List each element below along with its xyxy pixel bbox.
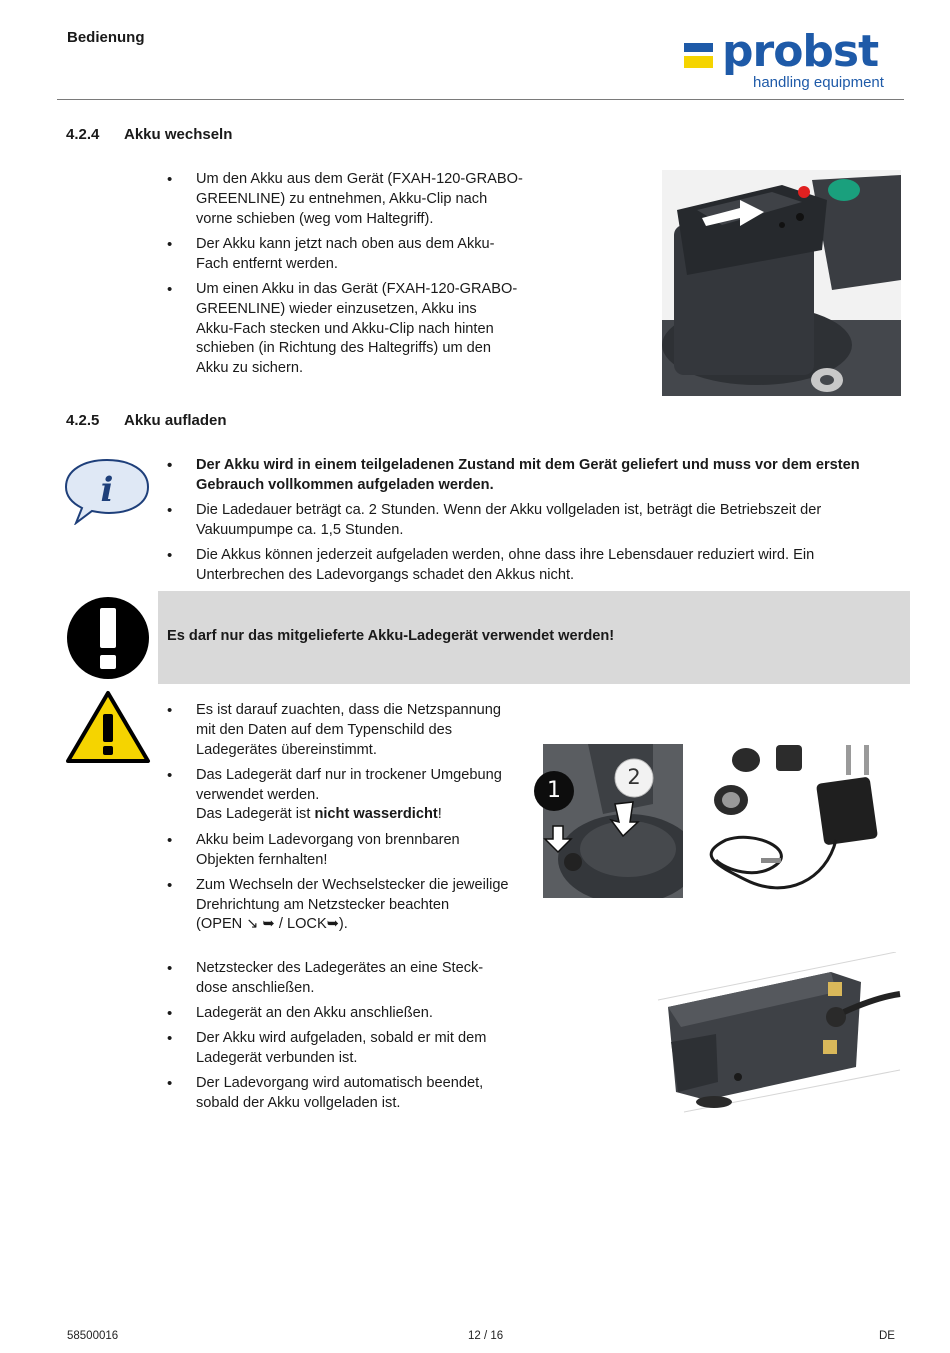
svg-text:i: i [100, 470, 114, 510]
list-item-text: Das Ladegerät ist [196, 806, 315, 823]
notice-box [158, 591, 910, 684]
list-item: • Ladegerät an den Akku anschließen. [167, 1004, 547, 1024]
step-1-badge [533, 770, 575, 812]
plug-rotation-photo [533, 744, 683, 898]
logo-subtitle: handling equipment [753, 74, 884, 91]
probst-logo [684, 26, 894, 96]
list-item-text: ! [437, 806, 442, 823]
list-item-text: Das Ladegerät darf nur in trockener Umgebung verwendet werden. [196, 766, 502, 803]
caution-list [167, 701, 547, 941]
logo-yellow-bar [684, 56, 713, 68]
list-item: • Es ist darauf zuachten, dass die Netzspannung mit den Daten auf dem Typenschild des Ladegerätes übereinstimmt. [167, 701, 547, 760]
list-item: • Der Akku wird in einem teilgeladenen Zustand mit dem Gerät geliefert und muss vor dem ersten Gebrauch vollkommen aufgeladen werden. [167, 456, 887, 496]
list-item: • Netzstecker des Ladegerätes an eine Steck- dose anschließen. [167, 959, 547, 999]
list-item-emphasis: nicht wasserdicht [314, 806, 438, 823]
info-list [167, 456, 887, 591]
footer-doc-number: 58500016 [67, 1330, 119, 1342]
exclamation-icon [66, 596, 150, 680]
list-item: • Die Ladedauer beträgt ca. 2 Stunden. Wenn der Akku vollgeladen ist, beträgt die Betriebszeit der Vakuumpumpe ca. 1,5 Stunden. [167, 501, 887, 541]
section-number: 4.2.5 [66, 412, 100, 429]
list-item [167, 766, 547, 825]
list-item: • Der Ladevorgang wird automatisch beendet, sobald der Akku vollgeladen ist. [167, 1074, 547, 1114]
charging-steps-list [167, 959, 547, 1120]
logo-wordmark: probst [722, 26, 879, 77]
warning-triangle-icon [65, 690, 151, 764]
battery-clip-photo [662, 170, 901, 396]
battery-change-list [167, 170, 547, 384]
step-2-label: 2 [627, 765, 641, 789]
list-item: • Um den Akku aus dem Gerät (FXAH-120-GRABO- GREENLINE) zu entnehmen, Akku-Clip nach vorne schieben (weg vom Haltegriff). [167, 170, 547, 229]
step-2-badge [614, 758, 654, 798]
list-item: • Zum Wechseln der Wechselstecker die jeweilige Drehrichtung am Netzstecker beachten (OPEN ↘ ➥ / LOCK➥). [167, 876, 547, 935]
section-title: Akku wechseln [124, 126, 233, 143]
header-divider [57, 99, 904, 100]
list-item: • Akku beim Ladevorgang von brennbaren Objekten fernhalten! [167, 831, 547, 871]
info-icon [64, 457, 150, 525]
list-item: • Der Akku wird aufgeladen, sobald er mit dem Ladegerät verbunden ist. [167, 1029, 547, 1069]
list-item: • Um einen Akku in das Gerät (FXAH-120-GRABO- GREENLINE) wieder einzusetzen, Akku ins Akku-Fach stecken und Akku-Clip nach hinten schieben (in Richtung des Haltegriffs) um den Akku zu sichern. [167, 280, 547, 379]
battery-charging-photo [656, 952, 901, 1118]
section-number: 4.2.4 [66, 126, 100, 143]
step-1-label: 1 [547, 778, 561, 803]
section-title: Akku aufladen [124, 412, 227, 429]
footer-language: DE [879, 1330, 895, 1342]
header-section-title: Bedienung [67, 29, 145, 46]
list-item: • Die Akkus können jederzeit aufgeladen werden, ohne dass ihre Lebensdauer reduziert wird. Ein Unterbrechen des Ladevorgangs schadet den Akkus nicht. [167, 546, 887, 586]
list-item: • Der Akku kann jetzt nach oben aus dem Akku- Fach entfernt werden. [167, 235, 547, 275]
charger-adapters-photo [686, 740, 886, 898]
footer-page-number: 12 / 16 [468, 1330, 504, 1342]
notice-text: Es darf nur das mitgelieferte Akku-Ladegerät verwendet werden! [167, 628, 615, 644]
logo-blue-bar [684, 43, 713, 52]
